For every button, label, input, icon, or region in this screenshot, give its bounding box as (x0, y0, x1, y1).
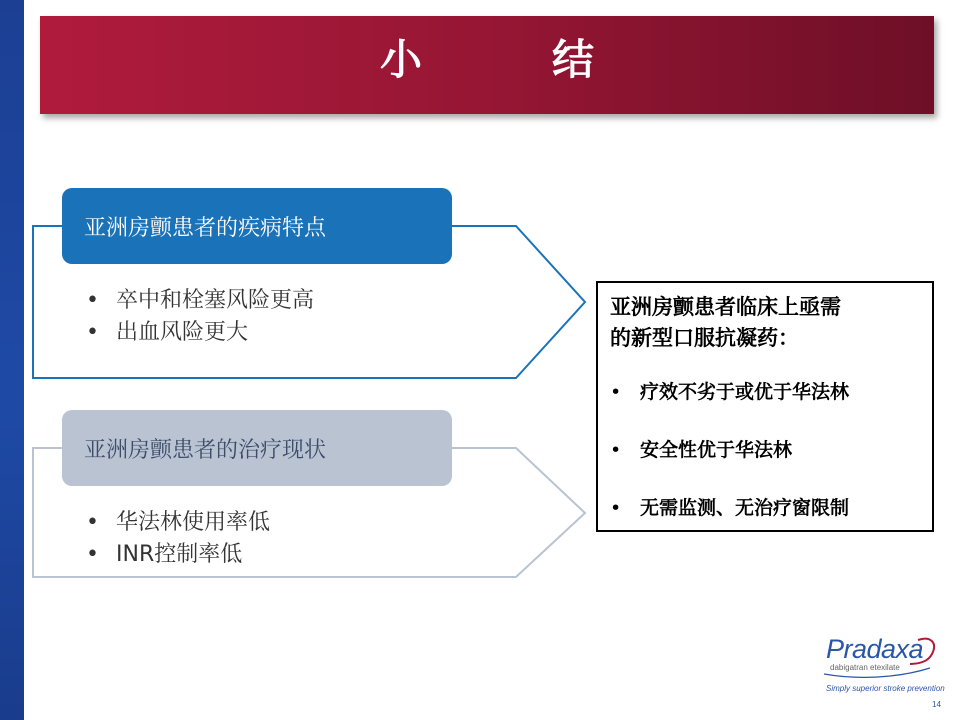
summary-heading-line-2: 的新型口服抗凝药： (610, 325, 799, 350)
list-item: • 华法林使用率低 (86, 507, 270, 539)
list-item: • 出血风险更大 (86, 317, 314, 349)
page-number: 14 (932, 700, 941, 709)
slide-title: 小 结 (379, 35, 638, 84)
header-disease-features-label: 亚洲房颤患者的疾病特点 (84, 215, 327, 241)
treatment-status-list (86, 507, 270, 571)
logo-tagline: Simply superior stroke prevention (826, 684, 945, 693)
summary-item: • 安全性优于华法林 (610, 437, 849, 495)
list-item: • 卒中和栓塞风险更高 (86, 285, 314, 317)
logo-brand: Pradaxa (826, 634, 924, 664)
summary-item: • 疗效不劣于或优于华法林 (610, 379, 849, 437)
logo-generic-name: dabigatran etexilate (830, 663, 900, 672)
summary-list (610, 379, 849, 553)
header-disease-features (62, 188, 452, 264)
summary-heading-line-1: 亚洲房颤患者临床上亟需 (610, 294, 841, 319)
summary-box (596, 281, 934, 532)
list-item: • INR控制率低 (86, 539, 270, 571)
disease-features-list (86, 285, 314, 349)
summary-item: • 无需监测、无治疗窗限制 (610, 495, 849, 553)
header-treatment-status (62, 410, 452, 486)
summary-heading (610, 291, 920, 353)
pradaxa-logo (818, 634, 945, 698)
header-treatment-status-label: 亚洲房颤患者的治疗现状 (84, 437, 327, 463)
